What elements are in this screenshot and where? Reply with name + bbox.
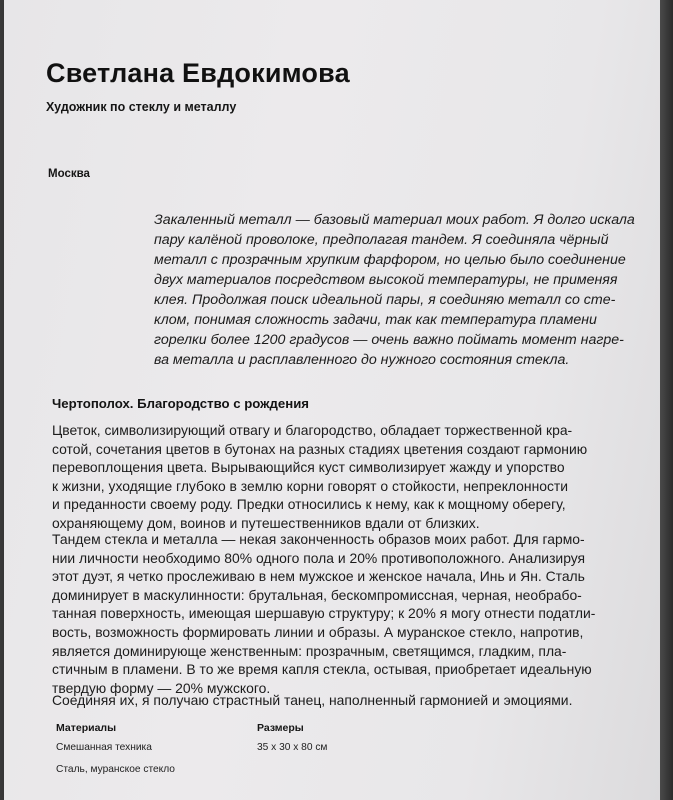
work-title: Чертополох. Благородство с рождения [52, 396, 310, 411]
description-line: доминирует в маскулинности: брутальная, бескомпромиссная, черная, необрабо- [52, 586, 582, 603]
artist-name: Светлана Евдокимова [46, 58, 350, 88]
materials-value: Смешанная техника [56, 742, 152, 753]
description-line: Соединяя их, я получаю страстный танец, наполненный гармонией и эмоциями. [52, 692, 573, 708]
size-label: Размеры [257, 722, 304, 734]
statement-line: клея. Продолжая поиск идеальной пары, я соединяю металл со сте- [154, 292, 616, 308]
statement-line: пару калёной проволоке, предполагая тандем. Я соединяла чёрный [154, 232, 609, 248]
description-line: к жизни, уходящие глубоко в землю корни говорят о стойкости, непреклонности [52, 477, 569, 494]
statement-line: клом, понимая сложность задачи, так как температура пламени [154, 312, 597, 328]
statement-line: горелки более 1200 градусов — очень важно поймать момент нагре- [154, 332, 624, 348]
artist-role: Художник по стеклу и металлу [46, 100, 237, 114]
work-description-paragraph [52, 691, 642, 710]
description-line: сотой, сочетания цветов в бутонах на разных стадиях цветения создают гармонию [52, 440, 588, 457]
exhibition-label [4, 0, 660, 800]
materials-value: Сталь, муранское стекло [56, 764, 175, 775]
artist-city: Москва [48, 168, 90, 180]
description-line: является доминирующе женственным: прозрачным, светящимся, гладким, пла- [52, 642, 567, 659]
size-value: 35 х 30 х 80 см [257, 742, 328, 753]
description-line: и преданности своему роду. Предки относились к нему, как к мощному оберегу, [52, 496, 566, 513]
description-line: стичным в пламени. В то же время капля стекла, остывая, приобретает идеальную [52, 661, 592, 678]
work-description-paragraph [52, 421, 642, 533]
work-description-paragraph [52, 530, 642, 697]
statement-line: металл с прозрачным хрупким фарфором, но целью было соединение [154, 252, 626, 268]
description-line: танная поверхность, имеющая шершавую структуру; к 20% я могу отнести податли- [52, 605, 596, 622]
statement-line: двух материалов посредством высокой температуры, не применяя [154, 272, 618, 288]
description-line: Цветок, символизирующий отвагу и благородство, обладает торжественной кра- [52, 422, 573, 438]
description-line: перевоплощения цвета. Вырывающийся куст символизирует жажду и упорство [52, 459, 565, 476]
materials-label: Материалы [56, 722, 117, 734]
description-line: этот дуэт, я четко прослеживаю в нем мужское и женское начала, Инь и Ян. Сталь [52, 568, 585, 585]
artist-statement [154, 210, 634, 370]
description-line: нии личности необходимо 80% одного пола и 20% противоположного. Анализируя [52, 549, 586, 566]
description-line: вость, возможность формировать линии и образы. А муранское стекло, напротив, [52, 623, 584, 640]
statement-line: Закаленный металл — базовый материал моих работ. Я долго искала [154, 212, 635, 228]
description-line: Тандем стекла и металла — некая законченность образов моих работ. Для гармо- [52, 531, 585, 547]
description-line: охраняющему дом, воинов и путешественников вдали от близких. [52, 514, 480, 531]
statement-line: ва металла и расплавленного до нужного состояния стекла. [154, 352, 570, 368]
wall-edge [660, 0, 673, 800]
description-line: твердую форму — 20% мужского. [52, 679, 271, 696]
